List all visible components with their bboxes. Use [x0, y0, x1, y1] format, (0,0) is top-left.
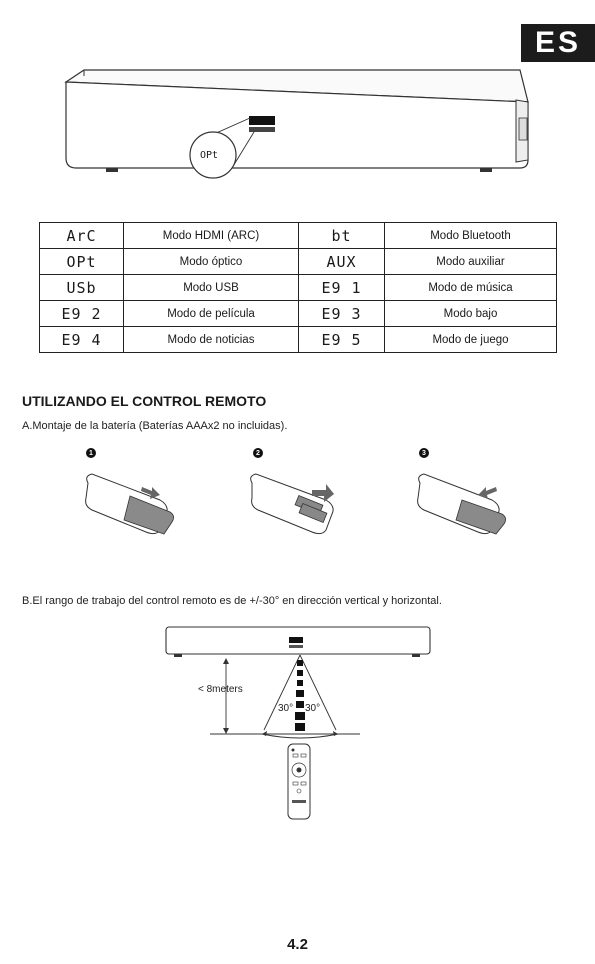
mode-code: bt — [299, 223, 385, 249]
mode-code: USb — [40, 275, 124, 301]
section-title: UTILIZANDO EL CONTROL REMOTO — [22, 393, 267, 409]
mode-label: Modo de juego — [385, 327, 557, 353]
step-badge-2: 2 — [253, 448, 263, 458]
page-number: 4.2 — [287, 936, 308, 953]
mode-code: E9 2 — [40, 301, 124, 327]
mode-label: Modo auxiliar — [385, 249, 557, 275]
mode-code: E9 1 — [299, 275, 385, 301]
mode-label: Modo de película — [124, 301, 299, 327]
mode-code: E9 3 — [299, 301, 385, 327]
mode-code: E9 4 — [40, 327, 124, 353]
step-badge-1: 1 — [86, 448, 96, 458]
mode-code: ArC — [40, 223, 124, 249]
mode-label: Modo USB — [124, 275, 299, 301]
mode-label: Modo de música — [385, 275, 557, 301]
language-badge: ES — [521, 24, 595, 62]
range-instructions: B.El rango de trabajo del control remoto es de +/-30° en dirección vertical y horizontal. — [22, 595, 442, 607]
mode-label: Modo HDMI (ARC) — [124, 223, 299, 249]
magnified-display-text: OPt — [200, 150, 219, 161]
mode-code: E9 5 — [299, 327, 385, 353]
angle-right-label: 30° — [305, 703, 321, 714]
mode-label: Modo de noticias — [124, 327, 299, 353]
angle-left-label: 30° — [278, 703, 294, 714]
mode-label: Modo Bluetooth — [385, 223, 557, 249]
mode-code: AUX — [299, 249, 385, 275]
battery-instructions: A.Montaje de la batería (Baterías AAAx2 no incluidas). — [22, 420, 288, 432]
mode-label: Modo bajo — [385, 301, 557, 327]
step-badge-3: 3 — [419, 448, 429, 458]
mode-code: OPt — [40, 249, 124, 275]
distance-label: < 8meters — [198, 684, 243, 695]
mode-label: Modo óptico — [124, 249, 299, 275]
